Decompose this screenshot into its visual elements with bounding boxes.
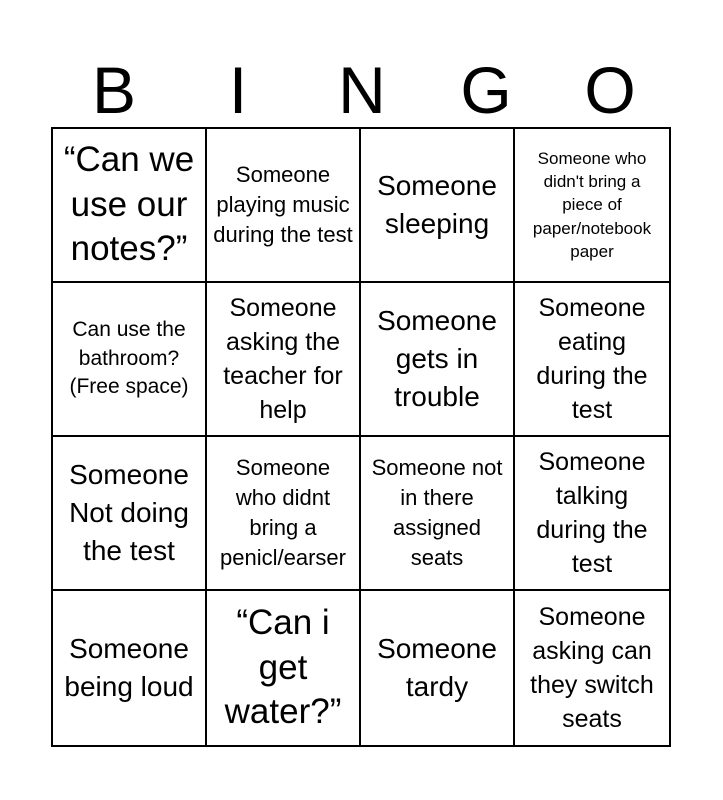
- cell-text: Someone not in there assigned seats: [371, 455, 503, 570]
- bingo-cell-r4-c3[interactable]: [361, 591, 515, 745]
- bingo-cell-r3-c2[interactable]: [207, 437, 361, 591]
- header-letter-i: I: [228, 53, 248, 127]
- bingo-cell-r2-c3[interactable]: [361, 283, 515, 437]
- cell-text: Someone talking during the test: [536, 448, 648, 578]
- bingo-cell-r1-c2[interactable]: [207, 129, 361, 283]
- cell-text: Someone eating during the test: [536, 294, 648, 424]
- cell-text: “Can i get water?”: [224, 603, 342, 732]
- cell-text: Someone sleeping: [377, 170, 497, 239]
- bingo-cell-r1-c4[interactable]: [515, 129, 669, 283]
- bingo-card: [51, 127, 671, 747]
- bingo-cell-r1-c1[interactable]: [53, 129, 207, 283]
- header-letter-g: G: [460, 53, 512, 127]
- cell-text: Someone Not doing the test: [69, 459, 189, 566]
- bingo-cell-r3-c4[interactable]: [515, 437, 669, 591]
- cell-text: Someone being loud: [64, 633, 194, 702]
- cell-text: Someone gets in trouble: [377, 305, 497, 412]
- bingo-cell-r4-c1[interactable]: [53, 591, 207, 745]
- header-letter-n: N: [338, 53, 386, 127]
- cell-text: Someone playing music during the test: [213, 162, 353, 247]
- cell-text: Can use the bathroom? (Free space): [69, 318, 189, 399]
- bingo-cell-r3-c1[interactable]: [53, 437, 207, 591]
- cell-text: “Can we use our notes?”: [63, 140, 195, 269]
- cell-text: Someone tardy: [377, 633, 497, 702]
- cell-text: Someone who didnt bring a penicl/earser: [220, 455, 346, 570]
- bingo-cell-r1-c3[interactable]: [361, 129, 515, 283]
- bingo-cell-r2-c1[interactable]: [53, 283, 207, 437]
- header-letter-o: O: [584, 53, 636, 127]
- cell-text: Someone who didn't bring a piece of paper/notebook paper: [532, 148, 652, 261]
- bingo-cell-r4-c4[interactable]: [515, 591, 669, 745]
- bingo-cell-r3-c3[interactable]: [361, 437, 515, 591]
- bingo-cell-r4-c2[interactable]: [207, 591, 361, 745]
- bingo-header: [52, 52, 672, 128]
- bingo-cell-r2-c4[interactable]: [515, 283, 669, 437]
- cell-text: Someone asking the teacher for help: [223, 294, 343, 424]
- cell-text: Someone asking can they switch seats: [530, 603, 654, 733]
- header-letter-b: B: [91, 53, 137, 127]
- bingo-cell-r2-c2[interactable]: [207, 283, 361, 437]
